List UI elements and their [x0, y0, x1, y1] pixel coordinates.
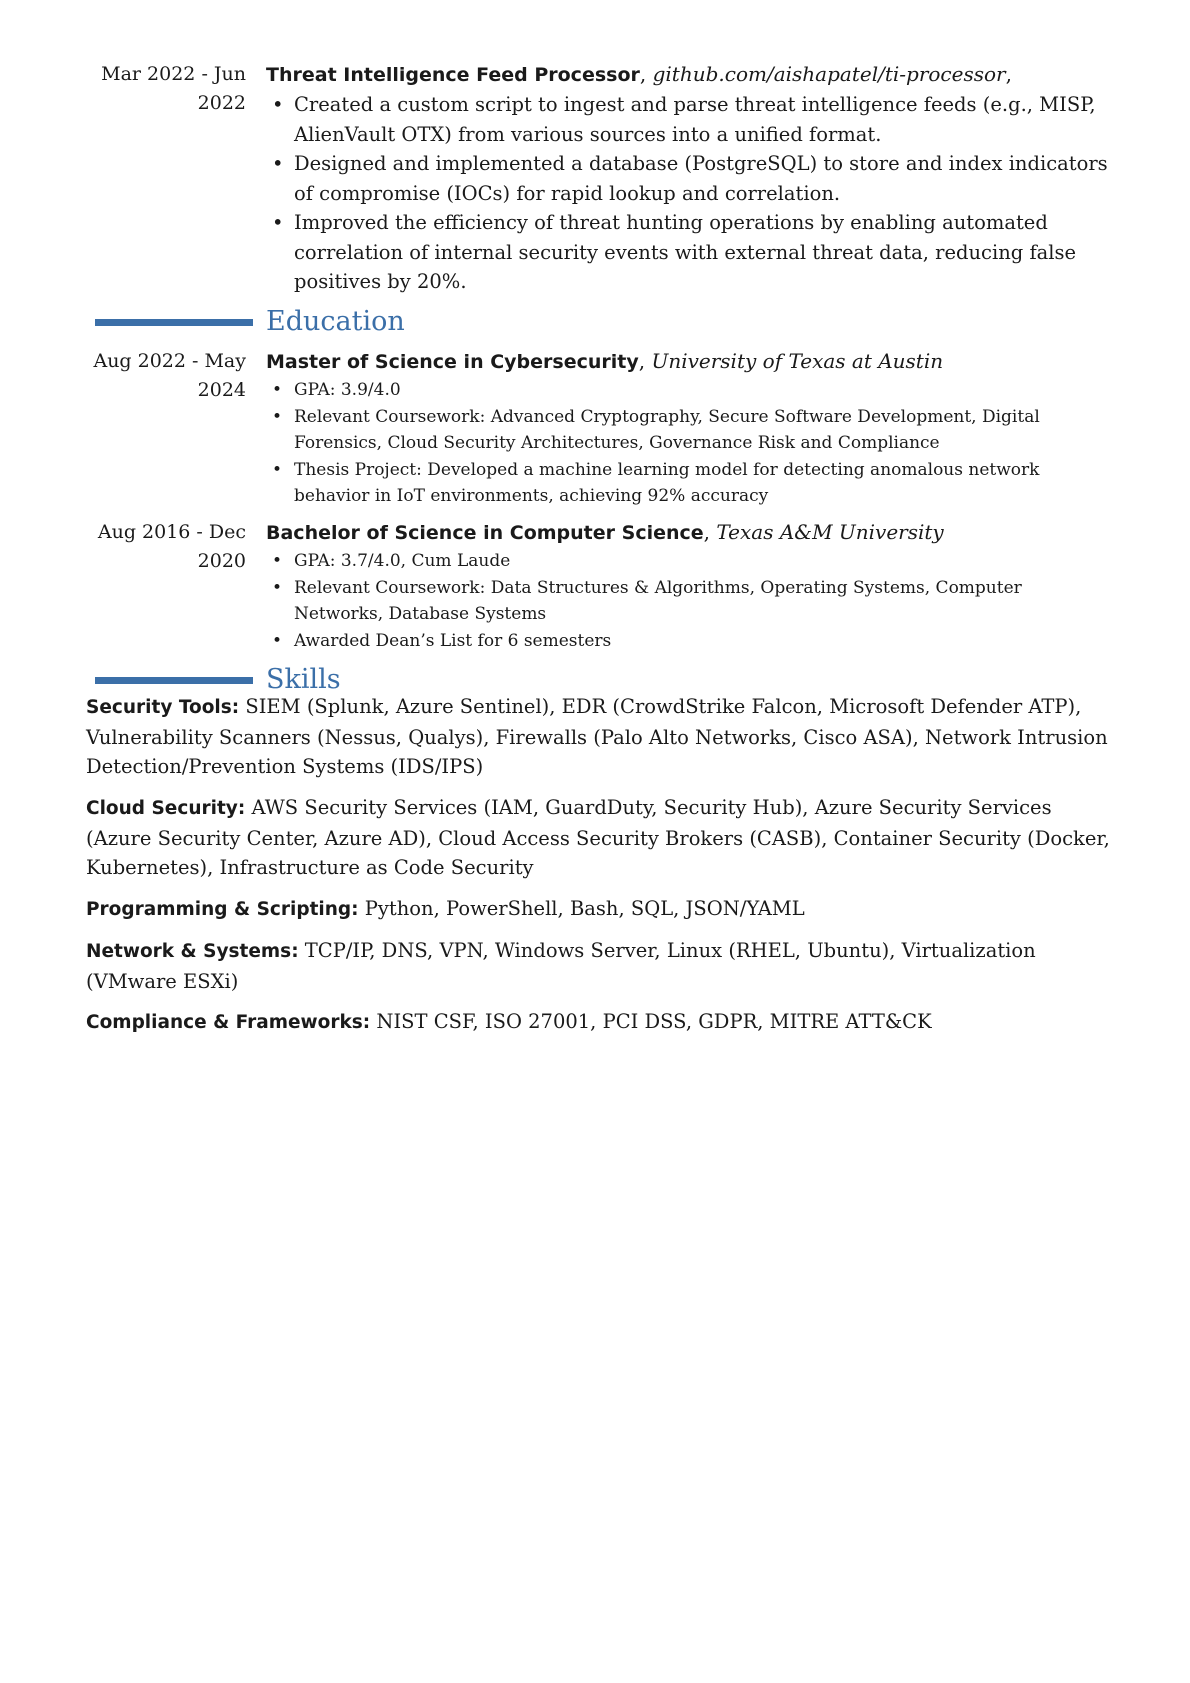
bullet-icon: •: [272, 93, 284, 116]
skill-label: Security Tools:: [86, 697, 240, 718]
bullet-icon: •: [272, 380, 283, 400]
skill-text: Python, PowerShell, Bash, SQL, JSON/YAML: [364, 897, 805, 920]
list-item: • Relevant Coursework: Data Structures & Algorithms, Operating Systems, Computer Networks, Database Systems: [266, 575, 1108, 628]
education-heading: Education: [266, 306, 405, 337]
skill-text: SIEM (Splunk, Azure Sentinel), EDR (CrowdStrike Falcon, Microsoft Defender ATP), Vulnerability Scanners (Nessus, Qualys), Firewalls (Palo Alto Networks, Cisco ASA), Network Intrusion Detection/Prevention Systems (IDS/IPS): [86, 695, 1108, 778]
skill-text: NIST CSF, ISO 27001, PCI DSS, GDPR, MITRE ATT&CK: [376, 1010, 932, 1033]
project-content: [266, 60, 1108, 297]
bullet-icon: •: [272, 551, 283, 571]
education-section-header: [0, 304, 1190, 340]
degree-title: Master of Science in Cybersecurity: [266, 351, 639, 373]
project-title: Threat Intelligence Feed Processor: [266, 64, 640, 86]
school-name: University of Texas at Austin: [651, 349, 944, 373]
education-heading-line: Master of Science in Cybersecurity, University of Texas at Austin: [266, 349, 944, 373]
skill-item: [86, 894, 1116, 925]
list-item: • GPA: 3.9/4.0: [266, 377, 1108, 404]
education-content: [266, 518, 1108, 654]
list-item: • Thesis Project: Developed a machine learning model for detecting anomalous network behavior in IoT environments, achieving 92% accuracy: [266, 457, 1108, 510]
project-date: Mar 2022 - Jun 2022: [101, 63, 246, 114]
list-item: • Improved the efficiency of threat hunting operations by enabling automated correlation of internal security events with external threat data, reducing false positives by 20%.: [266, 208, 1108, 297]
skill-item: [86, 1007, 1116, 1038]
project-bullets: [266, 90, 1108, 297]
bullet-icon: •: [272, 630, 283, 651]
skill-item: [86, 936, 1116, 996]
bullet-icon: •: [272, 211, 284, 234]
list-item: • Relevant Coursework: Advanced Cryptography, Secure Software Development, Digital Forensics, Cloud Security Architectures, Governance Risk and Compliance: [266, 404, 1108, 457]
skills-heading: Skills: [266, 664, 341, 695]
school-name: Texas A&M University: [716, 520, 944, 544]
skill-text: AWS Security Services (IAM, GuardDuty, Security Hub), Azure Security Services (Azure Security Center, Azure AD), Cloud Access Security Brokers (CASB), Container Security (Docker, Kubernetes), Infrastructure as Code Security: [86, 796, 1110, 879]
education-content: [266, 347, 1108, 510]
bullet-icon: •: [272, 577, 283, 598]
bullet-icon: •: [272, 459, 283, 480]
section-rule: [95, 677, 253, 684]
skill-label: Cloud Security:: [86, 798, 246, 819]
list-item: • GPA: 3.7/4.0, Cum Laude: [266, 548, 1108, 575]
bullet-icon: •: [272, 152, 284, 175]
skill-text: TCP/IP, DNS, VPN, Windows Server, Linux (RHEL, Ubuntu), Virtualization (VMware ESXi): [86, 939, 1036, 993]
skill-label: Programming & Scripting:: [86, 899, 359, 920]
education-heading-line: Bachelor of Science in Computer Science, Texas A&M University: [266, 520, 944, 544]
project-link[interactable]: github.com/aishapatel/ti-processor: [652, 62, 1006, 86]
education-bullets: [266, 377, 1108, 510]
skill-item: [86, 692, 1116, 782]
degree-title: Bachelor of Science in Computer Science: [266, 522, 704, 544]
project-heading: Threat Intelligence Feed Processor, github.com/aishapatel/ti-processor,: [266, 62, 1012, 86]
list-item: • Created a custom script to ingest and parse threat intelligence feeds (e.g., MISP, AlienVault OTX) from various sources into a unified format.: [266, 90, 1108, 149]
education-bullets: [266, 548, 1108, 654]
section-rule: [95, 319, 253, 326]
education-date: Aug 2016 - Dec 2020: [97, 521, 246, 572]
skill-label: Compliance & Frameworks:: [86, 1012, 371, 1033]
list-item: • Awarded Dean’s List for 6 semesters: [266, 628, 1108, 655]
bullet-icon: •: [272, 406, 283, 427]
list-item: • Designed and implemented a database (PostgreSQL) to store and index indicators of compromise (IOCs) for rapid lookup and correlation.: [266, 149, 1108, 208]
education-date: Aug 2022 - May 2024: [93, 350, 246, 401]
skill-item: [86, 793, 1116, 883]
skill-label: Network & Systems:: [86, 941, 299, 962]
